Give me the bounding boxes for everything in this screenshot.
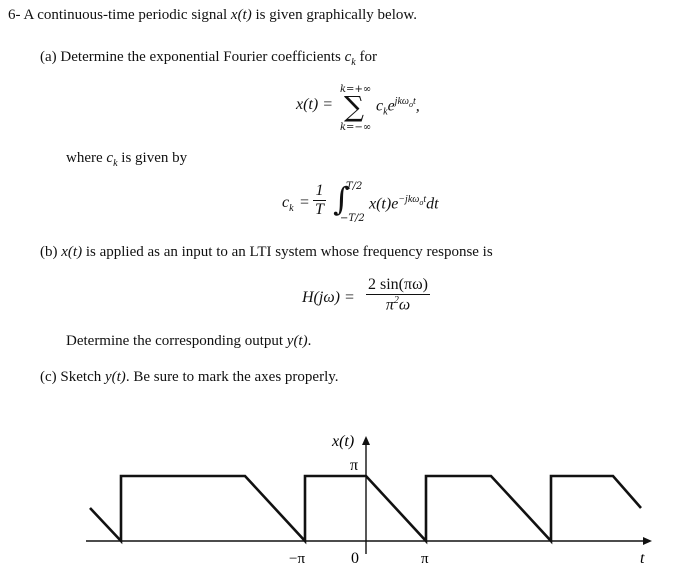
t-axis-arrow	[643, 537, 652, 545]
part-a-text-after: for	[359, 49, 377, 65]
x-tick-neg: −π	[289, 551, 306, 567]
part-c-text: (c) Sketch y(t). Be sure to mark the axes properly.	[40, 369, 339, 385]
part-b-label: (b)	[40, 244, 58, 260]
part-b-body: is applied as an input to an LTI system whose frequency response is	[85, 244, 493, 260]
part-a-coef: $c_k$	[344, 49, 356, 68]
x-tick-zero: 0	[351, 550, 359, 567]
heading-var: x(t)	[230, 7, 252, 23]
part-a-label: (a)	[40, 49, 57, 65]
eq1-sum-symbol: ∑	[344, 90, 364, 123]
eq1-sum-upper: k=+∞	[340, 84, 372, 95]
eq2-int-upper: T/2	[346, 181, 363, 192]
signal-graph	[0, 420, 684, 570]
heading-text-before: A continuous-time periodic signal	[23, 7, 228, 23]
y-axis-label: x(t)	[332, 433, 355, 450]
y-tick-label: π	[350, 457, 359, 474]
x-tick-pos: π	[421, 551, 429, 567]
eq2-fraction: $\frac{1}{T}$	[315, 182, 324, 218]
eq2-lhs: $c_k$	[282, 194, 294, 215]
y-axis-arrow	[362, 436, 370, 445]
eq2-int-lower: −T/2	[340, 213, 365, 224]
heading-text-after: is given graphically below.	[255, 7, 417, 23]
part-c-label: (c)	[40, 369, 57, 385]
eq2-integral-symbol: ∫	[333, 180, 350, 218]
eq3-fraction: $\frac{2 \sin(\pi\omega)}{\pi^2\omega}$	[368, 276, 428, 314]
eq2-integrand: $x(t)e^{-jk\omega_ot}dt$	[369, 194, 439, 213]
part-b-determine: Determine the corresponding output y(t).	[66, 333, 312, 349]
eq1-sum-lower: k=−∞	[340, 122, 372, 133]
part-a-text	[40, 49, 377, 68]
part-a-text-before: Determine the exponential Fourier coefficients	[60, 49, 341, 65]
where-text: where $c_k$ is given by	[66, 150, 188, 169]
problem-number: 6-	[8, 7, 21, 23]
x-axis-label: t	[640, 550, 645, 567]
part-b-var: x(t)	[61, 244, 83, 260]
part-b-text	[40, 244, 493, 261]
eq1-term: $c_ke^{jk\omega_ot}$,	[376, 96, 420, 118]
problem-heading	[8, 7, 417, 24]
eq1-lhs: x(t) =	[296, 96, 333, 113]
eq3-lhs: H(jω) =	[302, 289, 355, 306]
eq-fourier-series	[296, 96, 333, 114]
eq2-equals: =	[300, 194, 310, 211]
